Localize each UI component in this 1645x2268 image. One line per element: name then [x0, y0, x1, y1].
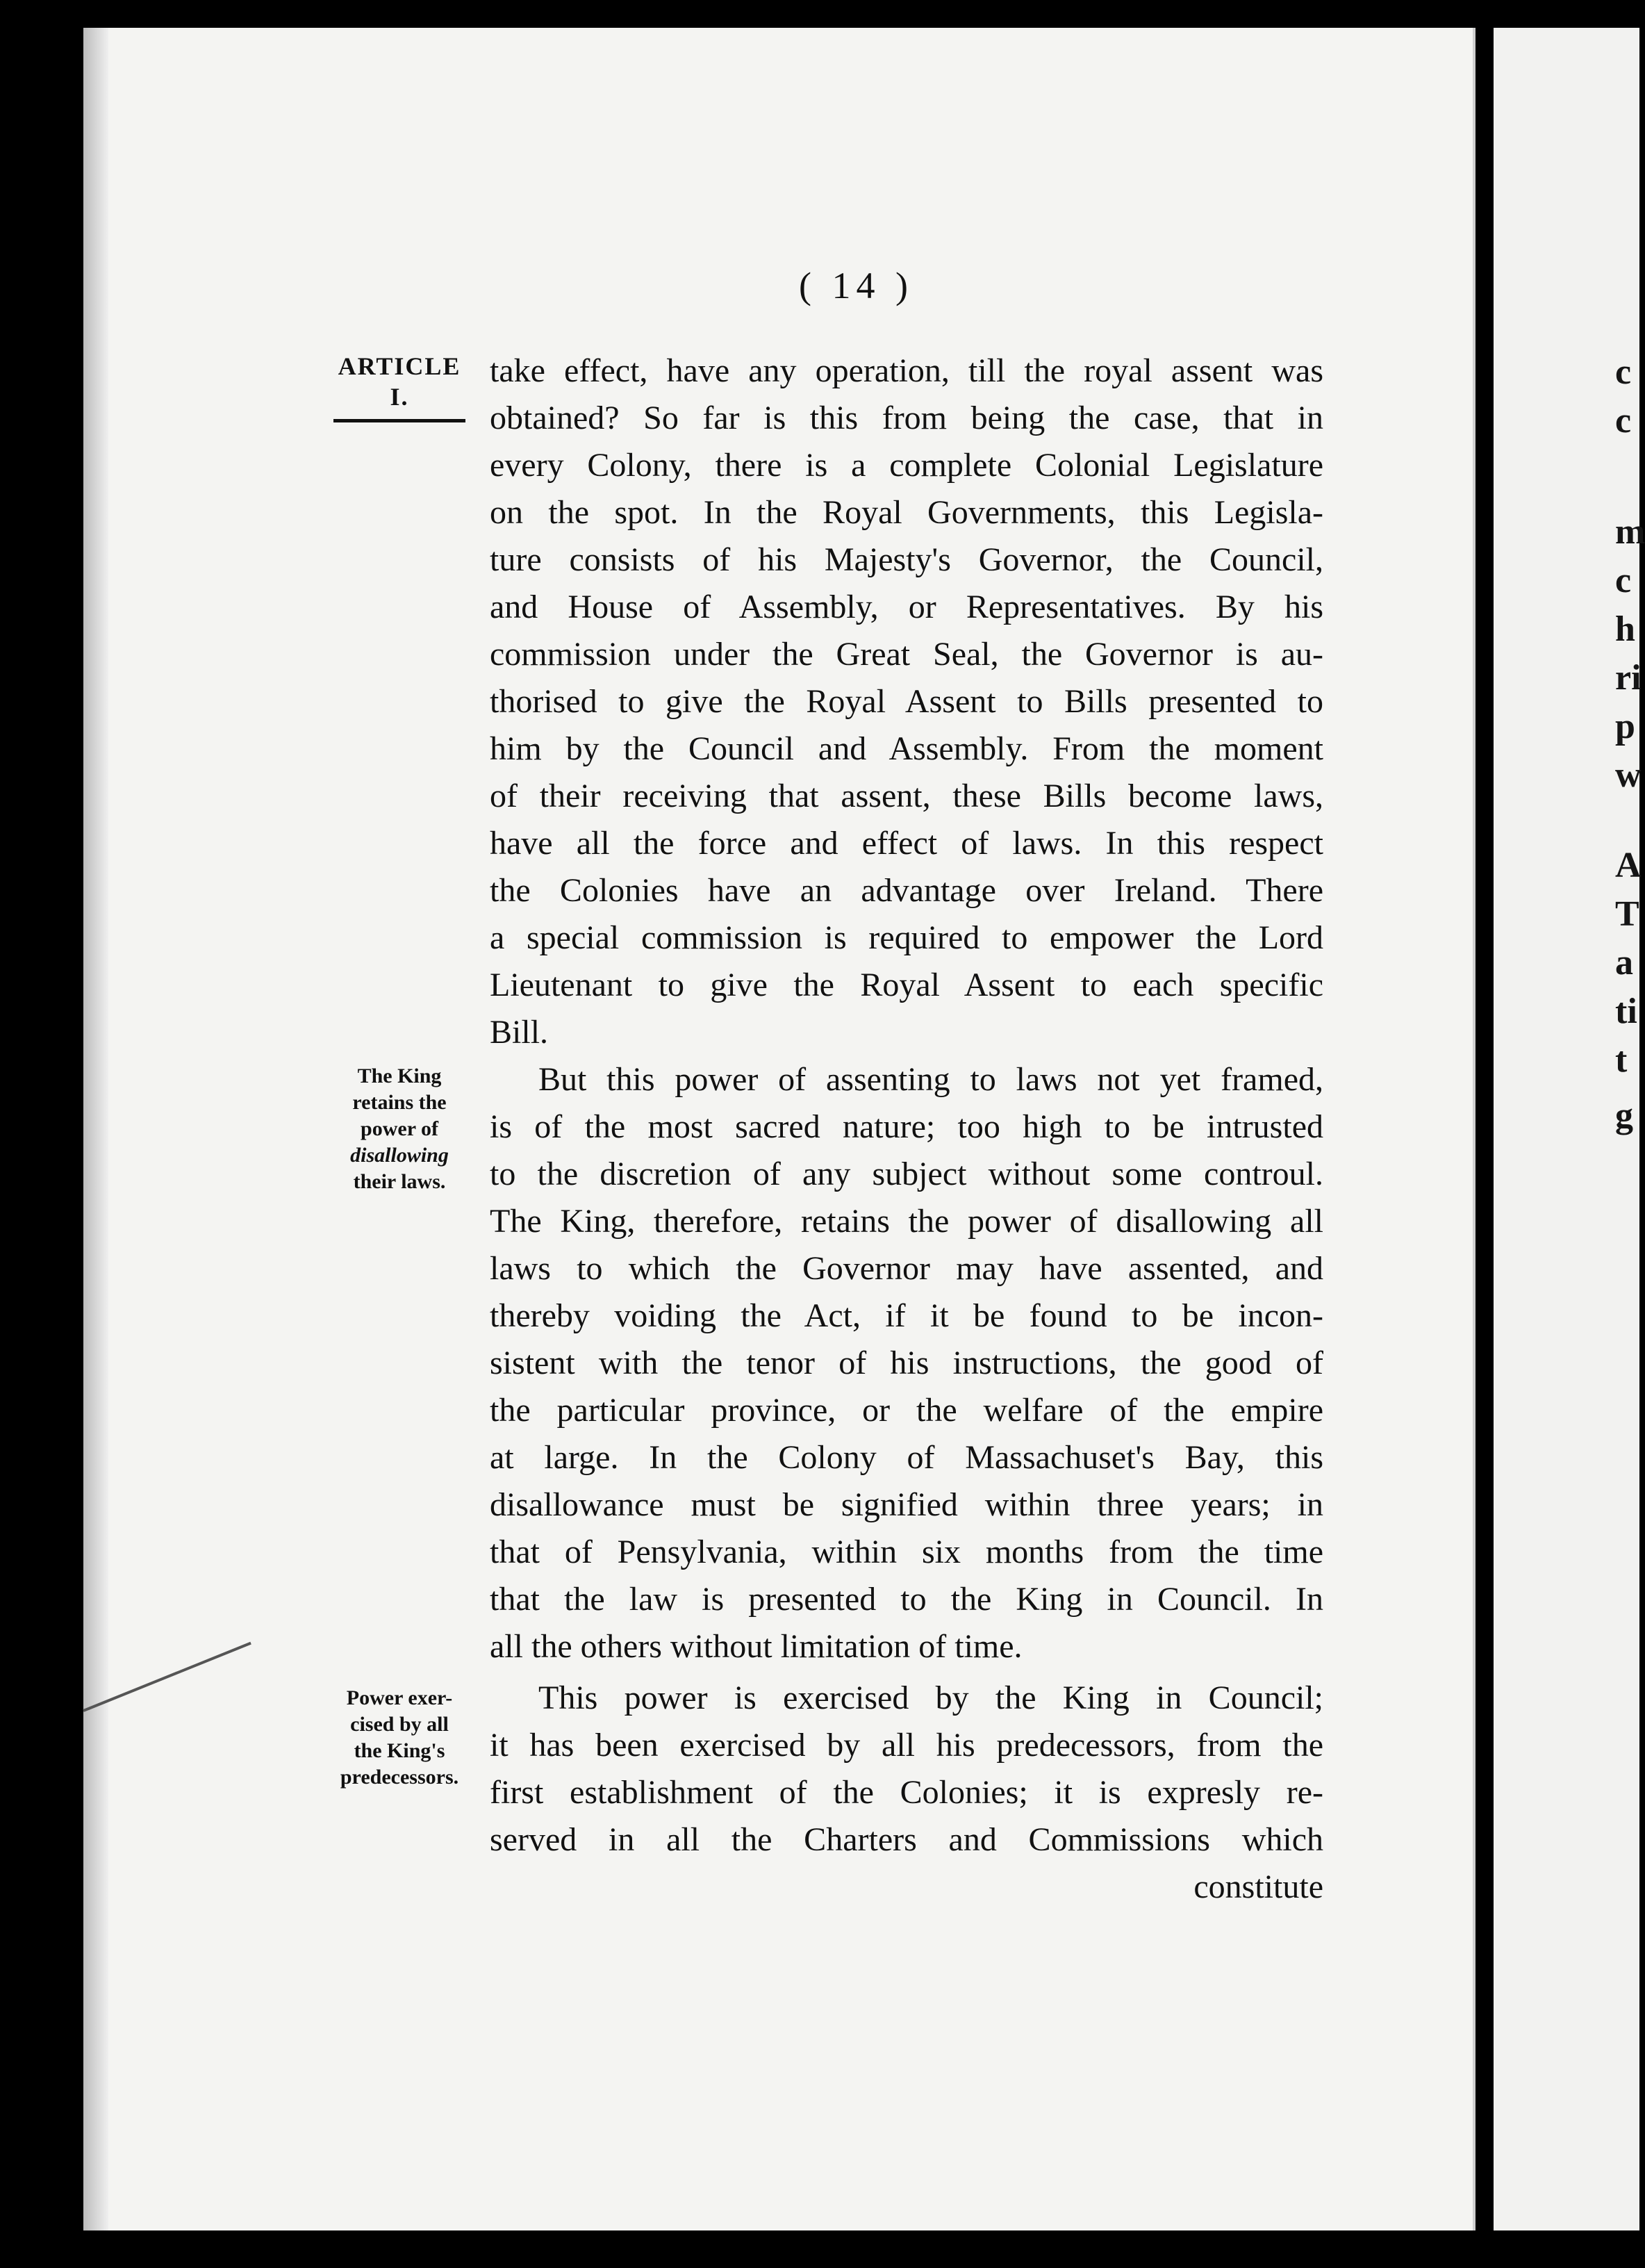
- facing-fragment: A: [1615, 846, 1642, 885]
- text-line: to the discretion of any subject without some controul.: [490, 1156, 1323, 1192]
- facing-fragment: m: [1615, 512, 1645, 552]
- text-line: thorised to give the Royal Assent to Bills presented to: [490, 683, 1323, 720]
- text-line: take effect, have any operation, till the royal assent was: [490, 352, 1323, 389]
- facing-fragment: a: [1615, 943, 1633, 983]
- margin-note-line: power of: [361, 1117, 438, 1140]
- text-line: Bill.: [490, 1014, 549, 1051]
- page-number: ( 14 ): [799, 265, 914, 306]
- text-line: and House of Assembly, or Representatives. By his: [490, 589, 1323, 625]
- text-line: that the law is presented to the King in Council. In: [490, 1581, 1323, 1618]
- margin-note-line: predecessors.: [340, 1766, 459, 1789]
- text-line: of their receiving that assent, these Bills become laws,: [490, 778, 1323, 814]
- text-line: first establishment of the Colonies; it is expresly re-: [490, 1774, 1323, 1811]
- margin-note-line: the King's: [354, 1739, 445, 1762]
- catchword: constitute: [1193, 1868, 1323, 1905]
- paragraph-2: [490, 1056, 1323, 1670]
- margin-note-line: disallowing: [350, 1144, 449, 1167]
- page-gutter-shadow: [83, 28, 108, 2230]
- text-line: the Colonies have an advantage over Ireland. There: [490, 872, 1323, 909]
- text-line: have all the force and effect of laws. In this respect: [490, 825, 1323, 862]
- text-line: But this power of assenting to laws not yet framed,: [538, 1061, 1323, 1098]
- text-line: all the others without limitation of time.: [490, 1628, 1023, 1665]
- facing-page-edge: [1494, 28, 1645, 2230]
- text-line: that of Pensylvania, within six months from the time: [490, 1534, 1323, 1570]
- margin-note-line: The King: [357, 1065, 442, 1087]
- facing-fragment: g: [1615, 1096, 1633, 1135]
- text-line: a special commission is required to empower the Lord: [490, 919, 1323, 956]
- facing-fragment: ti: [1615, 992, 1637, 1031]
- facing-fragment: w: [1615, 755, 1642, 795]
- margin-note-power-exercised: [326, 1685, 472, 1791]
- text-line: Lieutenant to give the Royal Assent to each specific: [490, 967, 1323, 1003]
- text-line: is of the most sacred nature; too high to be intrusted: [490, 1108, 1323, 1145]
- text-line: disallowance must be signified within three years; in: [490, 1486, 1323, 1523]
- text-line: it has been exercised by all his predecessors, from the: [490, 1727, 1323, 1764]
- facing-fragment: c: [1615, 561, 1632, 600]
- text-line: on the spot. In the Royal Governments, this Legisla-: [490, 494, 1323, 531]
- text-line: This power is exercised by the King in Council;: [538, 1679, 1323, 1716]
- facing-fragment: c: [1615, 401, 1632, 441]
- facing-fragment: ri: [1615, 658, 1642, 698]
- article-rule: [333, 419, 465, 422]
- facing-fragment: h: [1615, 609, 1635, 649]
- text-line: every Colony, there is a complete Colonial Legislature: [490, 447, 1323, 484]
- article-numeral: I.: [390, 383, 409, 411]
- text-line: laws to which the Governor may have assented, and: [490, 1250, 1323, 1287]
- text-line: obtained? So far is this from being the case, that in: [490, 400, 1323, 436]
- text-line: commission under the Great Seal, the Governor is au-: [490, 636, 1323, 673]
- facing-fragment: T: [1615, 894, 1639, 934]
- text-line: The King, therefore, retains the power of disallowing all: [490, 1203, 1323, 1240]
- facing-fragment: p: [1615, 707, 1635, 746]
- margin-note-disallowing: [326, 1063, 472, 1195]
- margin-note-line: cised by all: [350, 1713, 449, 1736]
- text-line: him by the Council and Assembly. From the moment: [490, 730, 1323, 767]
- margin-note-article: [326, 351, 472, 422]
- facing-fragment: t: [1615, 1040, 1628, 1080]
- text-line: sistent with the tenor of his instructions, the good of: [490, 1345, 1323, 1381]
- margin-note-line: their laws.: [353, 1170, 446, 1193]
- paragraph-1: [490, 347, 1323, 1056]
- margin-note-line: Power exer-: [346, 1686, 453, 1709]
- text-line: served in all the Charters and Commissions which: [490, 1821, 1323, 1858]
- text-line: the particular province, or the welfare of the empire: [490, 1392, 1323, 1429]
- article-heading: ARTICLE: [338, 352, 461, 380]
- margin-note-line: retains the: [352, 1091, 447, 1114]
- text-line: at large. In the Colony of Massachuset's Bay, this: [490, 1439, 1323, 1476]
- text-line: thereby voiding the Act, if it be found to be incon-: [490, 1297, 1323, 1334]
- text-line: ture consists of his Majesty's Governor, the Council,: [490, 541, 1323, 578]
- facing-fragment: c: [1615, 352, 1632, 392]
- paragraph-3: [490, 1675, 1323, 1911]
